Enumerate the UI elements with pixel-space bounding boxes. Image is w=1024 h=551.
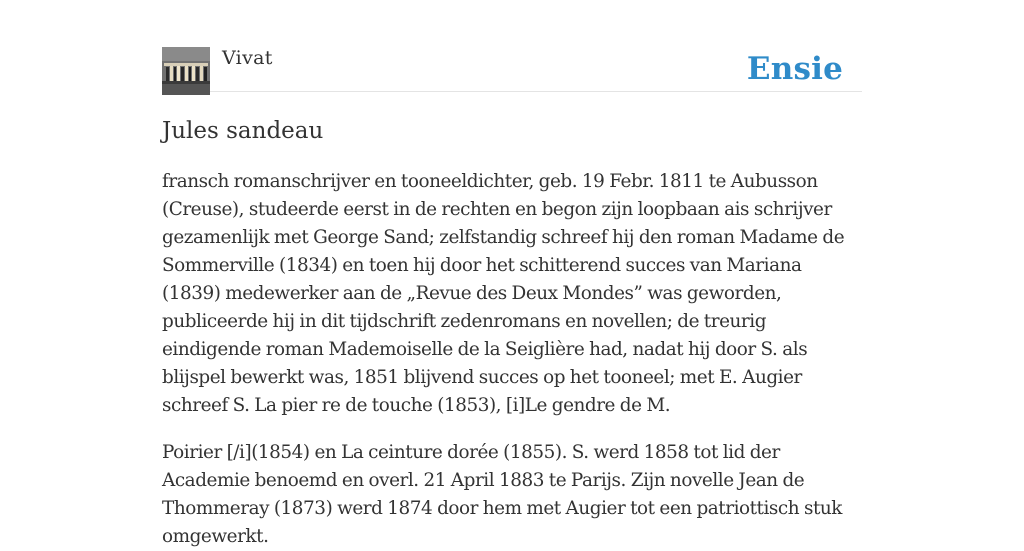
author-avatar[interactable] (162, 47, 210, 95)
bookshelf-avatar-icon (162, 47, 210, 95)
header (162, 0, 862, 92)
author-name[interactable]: Vivat (222, 47, 273, 69)
article-paragraph: fransch romanschrijver en tooneeldichter, geb. 19 Febr. 1811 te Aubusson (Creuse), studeerde eerst in de rechten en begon zijn loopbaan ais schrijver gezamenlijk met George Sand; zelfstandig schreef hij den roman Madame de Sommerville (1834) en toen hij door het schitterend succes van Mariana (1839) medewerker aan de „Revue des Deux Mondes” was geworden, publiceerde hij in dit tijdschrift zedenromans en novellen; de treurig eindigende roman Mademoiselle de la Seiglière had, nadat hij door S. als blijspel bewerkt was, 1851 blijvend succes op het tooneel; met E. Augier schreef S. La pier re de touche (1853), [i]Le gendre de M. (162, 171, 845, 416)
page-container (162, 0, 862, 547)
article-title: Jules sandeau (162, 118, 324, 144)
brand-logo[interactable]: Ensie (746, 51, 843, 87)
article-paragraph: Poirier [/i](1854) en La ceinture dorée (1855). S. werd 1858 tot lid der Academie benoemd en overl. 21 April 1883 te Parijs. Zijn novelle Jean de Thommeray (1873) werd 1874 door hem met Augier tot een patriottisch stuk omgewerkt. (162, 442, 842, 547)
